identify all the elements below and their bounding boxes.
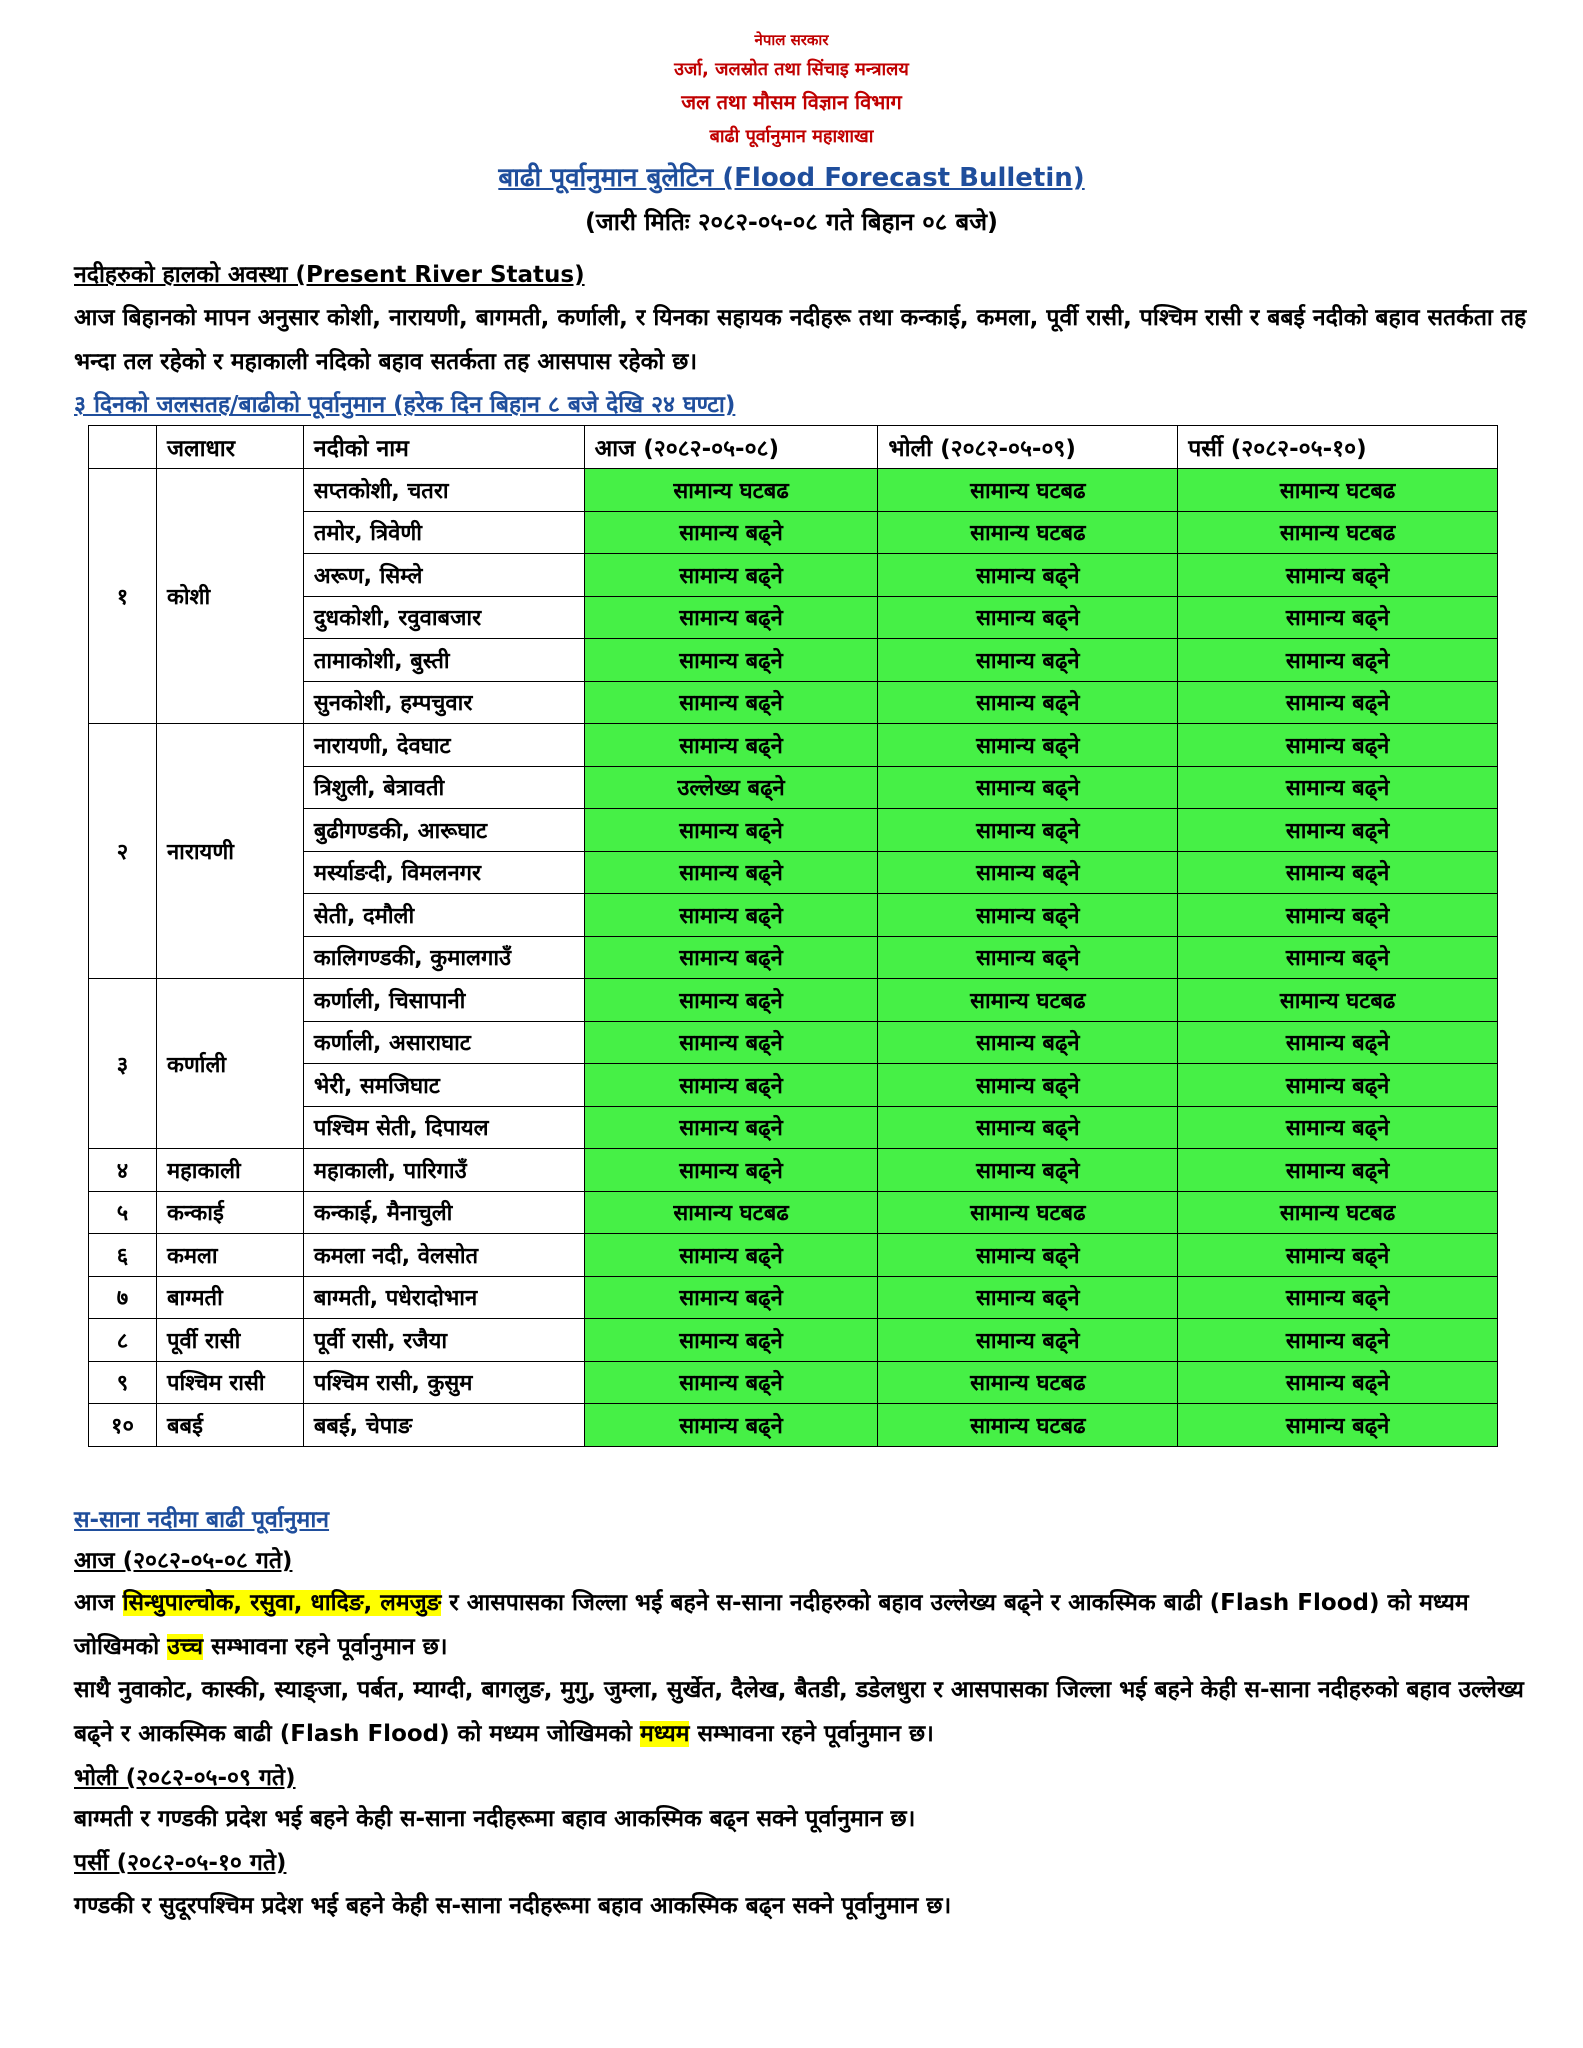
forecast-cell: सामान्य बढ्ने — [584, 936, 878, 979]
basin-number: ६ — [89, 1234, 157, 1277]
forecast-cell: सामान्य बढ्ने — [878, 1021, 1178, 1064]
forecast-cell: सामान्य बढ्ने — [584, 1404, 878, 1447]
forecast-cell: सामान्य घटबढ — [1178, 511, 1498, 554]
highlight-high: उच्च — [167, 1634, 204, 1660]
basin-number: ८ — [89, 1319, 157, 1362]
basin-number: ५ — [89, 1191, 157, 1234]
station-name: त्रिशुली, बेत्रावती — [303, 766, 584, 809]
forecast-cell: सामान्य घटबढ — [878, 1191, 1178, 1234]
basin-name: कोशी — [156, 469, 303, 724]
forecast-cell: सामान्य बढ्ने — [1178, 596, 1498, 639]
forecast-cell: सामान्य बढ्ने — [878, 724, 1178, 767]
station-name: कर्णाली, चिसापानी — [303, 979, 584, 1022]
basin-name: कन्काई — [156, 1191, 303, 1234]
station-name: दुधकोशी, रवुवाबजार — [303, 596, 584, 639]
table-row — [89, 1404, 1498, 1447]
station-name: सुनकोशी, हम्पचुवार — [303, 681, 584, 724]
basin-number: ४ — [89, 1149, 157, 1192]
station-name: कमला नदी, वेलसोत — [303, 1234, 584, 1277]
station-name: सेती, दमौली — [303, 894, 584, 937]
highlight-medium: मध्यम — [639, 1721, 690, 1747]
forecast-cell: सामान्य बढ्ने — [584, 809, 878, 852]
tomorrow-heading: भोली (२०८२-०५-०९ गते) — [74, 1765, 296, 1791]
small-rivers-heading: स-साना नदीमा बाढी पूर्वानुमान — [74, 1507, 330, 1533]
forecast-cell: सामान्य बढ्ने — [878, 639, 1178, 682]
forecast-cell: सामान्य घटबढ — [878, 511, 1178, 554]
division-name: बाढी पूर्वानुमान महाशाखा — [709, 126, 874, 147]
forecast-cell: सामान्य बढ्ने — [1178, 1064, 1498, 1107]
forecast-cell: सामान्य बढ्ने — [1178, 851, 1498, 894]
forecast-cell: सामान्य बढ्ने — [878, 936, 1178, 979]
forecast-cell: सामान्य बढ्ने — [584, 554, 878, 597]
forecast-cell: सामान्य बढ्ने — [584, 1064, 878, 1107]
forecast-cell: सामान्य घटबढ — [878, 979, 1178, 1022]
station-name: अरूण, सिम्ले — [303, 554, 584, 597]
column-header: नदीको नाम — [303, 426, 584, 469]
forecast-cell: सामान्य बढ्ने — [878, 681, 1178, 724]
dayafter-heading: पर्सी (२०८२-०५-१० गते) — [74, 1850, 287, 1876]
station-name: तमोर, त्रिवेणी — [303, 511, 584, 554]
basin-number: ९ — [89, 1361, 157, 1404]
forecast-cell: सामान्य बढ्ने — [584, 724, 878, 767]
table-row — [89, 724, 1498, 767]
station-name: बुढीगण्डकी, आरूघाट — [303, 809, 584, 852]
basin-number: ७ — [89, 1276, 157, 1319]
forecast-cell: सामान्य बढ्ने — [584, 596, 878, 639]
basin-name: बबई — [156, 1404, 303, 1447]
forecast-cell: सामान्य बढ्ने — [1178, 1276, 1498, 1319]
forecast-cell: सामान्य बढ्ने — [878, 1106, 1178, 1149]
basin-name: महाकाली — [156, 1149, 303, 1192]
forecast-cell: सामान्य बढ्ने — [1178, 1021, 1498, 1064]
forecast-cell: सामान्य बढ्ने — [1178, 894, 1498, 937]
highlight-districts: सिन्धुपाल्चोक, रसुवा, धादिङ, लमजुङ — [122, 1590, 442, 1616]
basin-name: बाग्मती — [156, 1276, 303, 1319]
basin-name: पूर्वी रासी — [156, 1319, 303, 1362]
issue-date: (जारी मितिः २०८२-०५-०८ गते बिहान ०८ बजे) — [584, 208, 999, 236]
column-header — [89, 426, 157, 469]
forecast-table — [88, 425, 1498, 1447]
forecast-cell: सामान्य बढ्ने — [584, 979, 878, 1022]
forecast-cell: सामान्य घटबढ — [1178, 469, 1498, 512]
forecast-cell: सामान्य बढ्ने — [1178, 681, 1498, 724]
forecast-cell: सामान्य बढ्ने — [584, 511, 878, 554]
station-name: महाकाली, पारिगाउँ — [303, 1149, 584, 1192]
forecast-cell: सामान्य बढ्ने — [584, 639, 878, 682]
forecast-cell: सामान्य बढ्ने — [584, 1276, 878, 1319]
station-name: कालिगण्डकी, कुमालगाउँ — [303, 936, 584, 979]
station-name: पश्चिम सेती, दिपायल — [303, 1106, 584, 1149]
forecast-cell: सामान्य बढ्ने — [878, 809, 1178, 852]
forecast-cell: सामान्य बढ्ने — [584, 1319, 878, 1362]
forecast-cell: उल्लेख्य बढ्ने — [584, 766, 878, 809]
forecast-cell: सामान्य बढ्ने — [1178, 936, 1498, 979]
forecast-cell: सामान्य बढ्ने — [878, 1149, 1178, 1192]
forecast-cell: सामान्य घटबढ — [584, 1191, 878, 1234]
station-name: कर्णाली, असाराघाट — [303, 1021, 584, 1064]
forecast-cell: सामान्य बढ्ने — [878, 554, 1178, 597]
forecast-cell: सामान्य बढ्ने — [584, 851, 878, 894]
forecast-cell: सामान्य बढ्ने — [878, 851, 1178, 894]
forecast-cell: सामान्य बढ्ने — [878, 766, 1178, 809]
bulletin-title: बाढी पूर्वानुमान बुलेटिन (Flood Forecast Bulletin) — [498, 163, 1085, 193]
forecast-cell: सामान्य बढ्ने — [1178, 1404, 1498, 1447]
forecast-cell: सामान्य बढ्ने — [1178, 724, 1498, 767]
station-name: मर्स्याङदी, विमलनगर — [303, 851, 584, 894]
forecast-cell: सामान्य बढ्ने — [1178, 1106, 1498, 1149]
forecast-cell: सामान्य बढ्ने — [1178, 639, 1498, 682]
forecast-cell: सामान्य बढ्ने — [584, 894, 878, 937]
station-name: कन्काई, मैनाचुली — [303, 1191, 584, 1234]
station-name: नारायणी, देवघाट — [303, 724, 584, 767]
forecast-cell: सामान्य घटबढ — [878, 469, 1178, 512]
forecast-cell: सामान्य घटबढ — [584, 469, 878, 512]
forecast-cell: सामान्य बढ्ने — [878, 1319, 1178, 1362]
basin-number: २ — [89, 724, 157, 979]
department-name: जल तथा मौसम विज्ञान विभाग — [681, 90, 902, 114]
basin-number: १ — [89, 469, 157, 724]
table-row — [89, 469, 1498, 512]
govt-name: नेपाल सरकार — [754, 31, 829, 49]
forecast-cell: सामान्य घटबढ — [878, 1404, 1178, 1447]
forecast-heading: ३ दिनको जलसतह/बाढीको पूर्वानुमान (हरेक दिन बिहान ८ बजे देखि २४ घण्टा) — [74, 392, 736, 418]
basin-number: ३ — [89, 979, 157, 1149]
forecast-cell: सामान्य घटबढ — [1178, 979, 1498, 1022]
table-header-row — [89, 426, 1498, 469]
forecast-cell: सामान्य बढ्ने — [1178, 1319, 1498, 1362]
today-heading: आज (२०८२-०५-०८ गते) — [74, 1548, 293, 1574]
station-name: भेरी, समजिघाट — [303, 1064, 584, 1107]
table-row — [89, 1276, 1498, 1319]
forecast-cell: सामान्य बढ्ने — [1178, 1361, 1498, 1404]
basin-name: पश्चिम रासी — [156, 1361, 303, 1404]
station-name: पश्चिम रासी, कुसुम — [303, 1361, 584, 1404]
forecast-cell: सामान्य बढ्ने — [878, 596, 1178, 639]
forecast-cell: सामान्य बढ्ने — [878, 894, 1178, 937]
forecast-cell: सामान्य घटबढ — [1178, 1191, 1498, 1234]
station-name: सप्तकोशी, चतरा — [303, 469, 584, 512]
table-row — [89, 1319, 1498, 1362]
table-row — [89, 979, 1498, 1022]
forecast-cell: सामान्य बढ्ने — [878, 1064, 1178, 1107]
column-header: जलाधार — [156, 426, 303, 469]
station-name: बाग्मती, पधेरादोभान — [303, 1276, 584, 1319]
station-name: तामाकोशी, बुस्ती — [303, 639, 584, 682]
station-name: पूर्वी रासी, रजैया — [303, 1319, 584, 1362]
column-header: भोली (२०८२-०५-०९) — [878, 426, 1178, 469]
forecast-cell: सामान्य बढ्ने — [1178, 809, 1498, 852]
ministry-name: उर्जा, जलस्रोत तथा सिंचाइ मन्त्रालय — [674, 59, 909, 80]
forecast-cell: सामान्य बढ्ने — [1178, 766, 1498, 809]
forecast-cell: सामान्य बढ्ने — [878, 1276, 1178, 1319]
forecast-cell: सामान्य बढ्ने — [584, 1106, 878, 1149]
forecast-cell: सामान्य बढ्ने — [1178, 554, 1498, 597]
today-paragraph-1: आज सिन्धुपाल्चोक, रसुवा, धादिङ, लमजुङ र आसपासका जिल्ला भई बहने स-साना नदीहरुको बहाव उल्लेख्य बढ्ने र आकस्मिक बाढी (Flash Flood) को मध्यम जोखिमको उच्च सम्भावना रहने पूर्वानुमान छ। — [74, 1590, 1469, 1660]
forecast-cell: सामान्य बढ्ने — [584, 681, 878, 724]
forecast-cell: सामान्य बढ्ने — [584, 1234, 878, 1277]
table-row — [89, 1149, 1498, 1192]
station-name: बबई, चेपाङ — [303, 1404, 584, 1447]
forecast-cell: सामान्य बढ्ने — [1178, 1234, 1498, 1277]
tomorrow-text: बाग्मती र गण्डकी प्रदेश भई बहने केही स-साना नदीहरूमा बहाव आकस्मिक बढ्न सक्ने पूर्वानुमान छ। — [74, 1806, 916, 1832]
dayafter-text: गण्डकी र सुदूरपश्चिम प्रदेश भई बहने केही स-साना नदीहरूमा बहाव आकस्मिक बढ्न सक्ने पूर्वानुमान छ। — [74, 1893, 952, 1919]
forecast-cell: सामान्य बढ्ने — [584, 1361, 878, 1404]
forecast-cell: सामान्य बढ्ने — [1178, 1149, 1498, 1192]
present-status-text: आज बिहानको मापन अनुसार कोशी, नारायणी, बागमती, कर्णाली, र यिनका सहायक नदीहरू तथा कन्काई, कमला, पूर्वी रासी, पश्चिम रासी र बबई नदीको बहाव सतर्कता तह भन्दा तल रहेको र महाकाली नदिको बहाव सतर्कता तह आसपास रहेको छ। — [74, 305, 1527, 375]
forecast-cell: सामान्य बढ्ने — [584, 1149, 878, 1192]
basin-name: कर्णाली — [156, 979, 303, 1149]
forecast-cell: सामान्य बढ्ने — [584, 1021, 878, 1064]
basin-name: नारायणी — [156, 724, 303, 979]
column-header: पर्सी (२०८२-०५-१०) — [1178, 426, 1498, 469]
basin-number: १० — [89, 1404, 157, 1447]
table-row — [89, 1234, 1498, 1277]
table-row — [89, 1191, 1498, 1234]
column-header: आज (२०८२-०५-०८) — [584, 426, 878, 469]
basin-name: कमला — [156, 1234, 303, 1277]
table-row — [89, 1361, 1498, 1404]
forecast-cell: सामान्य घटबढ — [878, 1361, 1178, 1404]
today-paragraph-2: साथै नुवाकोट, कास्की, स्याङ्जा, पर्बत, म्याग्दी, बागलुङ, मुगु, जुम्ला, सुर्खेत, दैलेख, बैतडी, डडेलधुरा र आसपासका जिल्ला भई बहने केही स-साना नदीहरुको बहाव उल्लेख्य बढ्ने र आकस्मिक बाढी (Flash Flood) को मध्यम जोखिमको मध्यम सम्भावना रहने पूर्वानुमान छ। — [74, 1677, 1524, 1747]
present-status-heading: नदीहरुको हालको अवस्था (Present River Status) — [74, 262, 585, 288]
forecast-cell: सामान्य बढ्ने — [878, 1234, 1178, 1277]
